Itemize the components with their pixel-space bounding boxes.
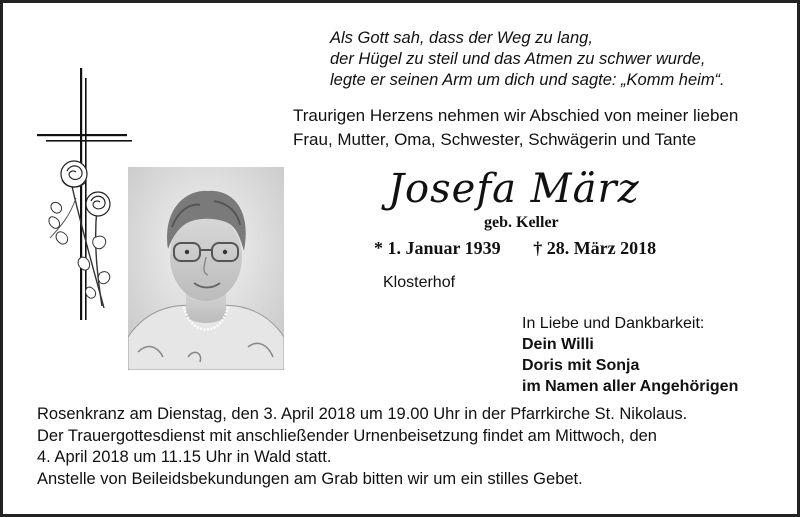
life-dates — [374, 238, 656, 259]
notice-line: Rosenkranz am Dienstag, den 3. April 2018 um 19.00 Uhr in der Pfarrkirche St. Nikolaus. — [37, 405, 688, 423]
cross-with-roses-icon — [34, 68, 134, 320]
mourner-name: Dein Willi — [522, 336, 594, 353]
deceased-name: Josefa März — [388, 166, 640, 212]
intro-line: Frau, Mutter, Oma, Schwester, Schwägerin und Tante — [293, 130, 697, 149]
notice-line: Anstelle von Beileidsbekundungen am Grab bitten wir um ein stilles Gebet. — [37, 469, 583, 488]
mourner-name: Doris mit Sonja — [522, 357, 640, 374]
mourner-name: im Namen aller Angehörigen — [522, 378, 739, 395]
signature-intro: In Liebe und Dankbarkeit: — [522, 315, 705, 332]
service-notices — [37, 404, 687, 490]
poem — [330, 28, 725, 91]
signature-block — [522, 313, 738, 397]
poem-line: Als Gott sah, dass der Weg zu lang, — [330, 29, 593, 47]
birth-date: * 1. Januar 1939 — [374, 238, 501, 258]
notice-line: Der Trauergottesdienst mit anschließender Urnenbeisetzung findet am Mittwoch, den — [37, 426, 657, 445]
poem-line: legte er seinen Arm um dich und sagte: „Komm heim“. — [330, 71, 725, 89]
intro-text — [293, 104, 738, 152]
residence: Klosterhof — [383, 274, 456, 291]
birth-name: geb. Keller — [484, 214, 559, 231]
notice-line: 4. April 2018 um 11.15 Uhr in Wald statt. — [37, 448, 332, 466]
portrait-photo — [128, 167, 284, 370]
intro-line: Traurigen Herzens nehmen wir Abschied von meiner lieben — [293, 106, 739, 125]
death-date: † 28. März 2018 — [533, 238, 657, 258]
poem-line: der Hügel zu steil und das Atmen zu schwer wurde, — [330, 50, 706, 68]
